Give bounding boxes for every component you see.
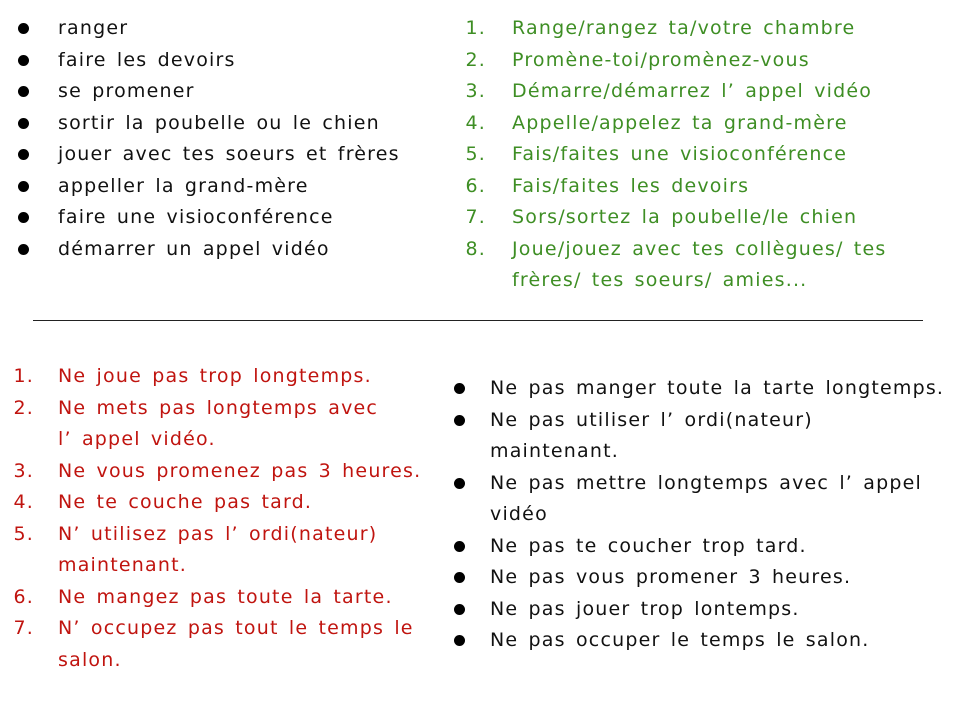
item-text: Appelle/appelez ta grand-mère: [512, 111, 848, 134]
list-item: [452, 594, 944, 626]
bullet-icon: [454, 635, 465, 646]
item-text: Ne pas occuper le temps le salon.: [490, 629, 870, 651]
list-item: [16, 108, 400, 140]
item-number: 4.: [465, 111, 486, 134]
item-text: Ne joue pas trop longtemps.: [58, 365, 372, 387]
list-item: [452, 373, 944, 405]
item-text: l’ appel vidéo.: [58, 428, 216, 450]
item-text: faire une visioconférence: [58, 206, 334, 228]
bullet-icon: [18, 55, 29, 66]
item-text: Ne mangez pas toute la tarte.: [58, 585, 393, 608]
item-number: 8.: [465, 237, 486, 260]
bullet-icon: [18, 23, 29, 34]
item-text: Démarre/démarrez l’ appel vidéo: [512, 80, 873, 102]
list-item: [4, 361, 421, 393]
item-text: Ne te couche pas tard.: [58, 491, 313, 513]
list-item-continuation: [452, 436, 944, 468]
list-item: [460, 13, 886, 45]
list-item: [452, 562, 944, 594]
item-text: appeller la grand-mère: [58, 174, 309, 197]
imperatives-list: [460, 13, 886, 297]
list-item: [16, 45, 400, 77]
list-item: [16, 139, 400, 171]
list-item-continuation: [4, 550, 421, 582]
list-item: [460, 139, 886, 171]
item-text: N’ utilisez pas l’ ordi(nateur): [58, 522, 378, 545]
list-item-continuation: [460, 265, 886, 297]
item-text: jouer avec tes soeurs et frères: [58, 143, 400, 165]
item-text: Promène-toi/promènez-vous: [512, 48, 810, 71]
item-text: Joue/jouez avec tes collègues/ tes: [512, 237, 887, 260]
item-number: 1.: [13, 365, 34, 387]
list-item: [452, 625, 944, 657]
item-text: Ne pas vous promener 3 heures.: [490, 566, 852, 588]
list-item: [460, 234, 886, 266]
list-item: [460, 108, 886, 140]
list-item: [16, 76, 400, 108]
bullet-icon: [18, 244, 29, 255]
item-number: 1.: [465, 17, 486, 39]
list-item-continuation: [452, 499, 944, 531]
bullet-icon: [454, 541, 465, 552]
item-number: 4.: [13, 491, 34, 513]
list-item: [16, 202, 400, 234]
item-number: 2.: [13, 396, 34, 419]
list-item: [4, 456, 421, 488]
bullet-icon: [18, 118, 29, 129]
item-number: 5.: [465, 143, 486, 165]
item-number: 2.: [465, 48, 486, 71]
list-item: [16, 13, 400, 45]
item-number: 5.: [13, 522, 34, 545]
infinitives-list: [16, 13, 400, 265]
bullet-icon: [18, 149, 29, 160]
list-item: [452, 405, 944, 437]
item-number: 7.: [465, 206, 486, 228]
item-text: Sors/sortez la poubelle/le chien: [512, 206, 858, 228]
bullet-icon: [18, 212, 29, 223]
bullet-icon: [454, 478, 465, 489]
item-number: 7.: [13, 617, 34, 639]
item-text: Ne pas te coucher trop tard.: [490, 534, 807, 557]
list-item: [4, 519, 421, 551]
negative-imperatives-list: [4, 361, 421, 676]
list-item: [4, 393, 421, 425]
bullet-icon: [454, 572, 465, 583]
item-text: maintenant.: [490, 440, 620, 462]
list-item: [452, 468, 944, 500]
list-item: [460, 76, 886, 108]
item-number: 3.: [465, 80, 486, 102]
item-text: frères/ tes soeurs/ amies...: [512, 269, 808, 291]
item-text: Ne mets pas longtemps avec: [58, 396, 379, 419]
list-item: [4, 487, 421, 519]
list-item: [16, 171, 400, 203]
bullet-icon: [18, 86, 29, 97]
item-text: sortir la poubelle ou le chien: [58, 111, 380, 134]
item-number: 6.: [465, 174, 486, 197]
item-number: 6.: [13, 585, 34, 608]
item-text: démarrer un appel vidéo: [58, 237, 330, 260]
list-item-continuation: [4, 645, 421, 677]
list-item: [460, 45, 886, 77]
item-text: ranger: [58, 17, 129, 39]
list-item: [460, 202, 886, 234]
bullet-icon: [18, 181, 29, 192]
item-text: Range/rangez ta/votre chambre: [512, 17, 856, 39]
item-text: N’ occupez pas tout le temps le: [58, 617, 414, 639]
negative-infinitives-list: [452, 373, 944, 657]
item-text: Ne pas jouer trop lontemps.: [490, 597, 800, 620]
item-text: Ne pas mettre longtemps avec l’ appel: [490, 471, 923, 494]
item-text: Ne pas utiliser l’ ordi(nateur): [490, 408, 813, 431]
list-item: [4, 582, 421, 614]
section-divider: [33, 320, 923, 321]
item-text: Fais/faites les devoirs: [512, 174, 750, 197]
item-text: vidéo: [490, 503, 548, 525]
item-text: faire les devoirs: [58, 48, 236, 71]
list-item: [16, 234, 400, 266]
item-text: maintenant.: [58, 554, 188, 576]
item-text: Fais/faites une visioconférence: [512, 143, 848, 165]
item-text: salon.: [58, 648, 122, 671]
item-number: 3.: [13, 459, 34, 482]
list-item: [460, 171, 886, 203]
list-item: [4, 613, 421, 645]
bullet-icon: [454, 604, 465, 615]
list-item-continuation: [4, 424, 421, 456]
item-text: Ne pas manger toute la tarte longtemps.: [490, 377, 945, 399]
item-text: Ne vous promenez pas 3 heures.: [58, 459, 422, 482]
list-item: [452, 531, 944, 563]
item-text: se promener: [58, 80, 195, 102]
bullet-icon: [454, 415, 465, 426]
bullet-icon: [454, 383, 465, 394]
